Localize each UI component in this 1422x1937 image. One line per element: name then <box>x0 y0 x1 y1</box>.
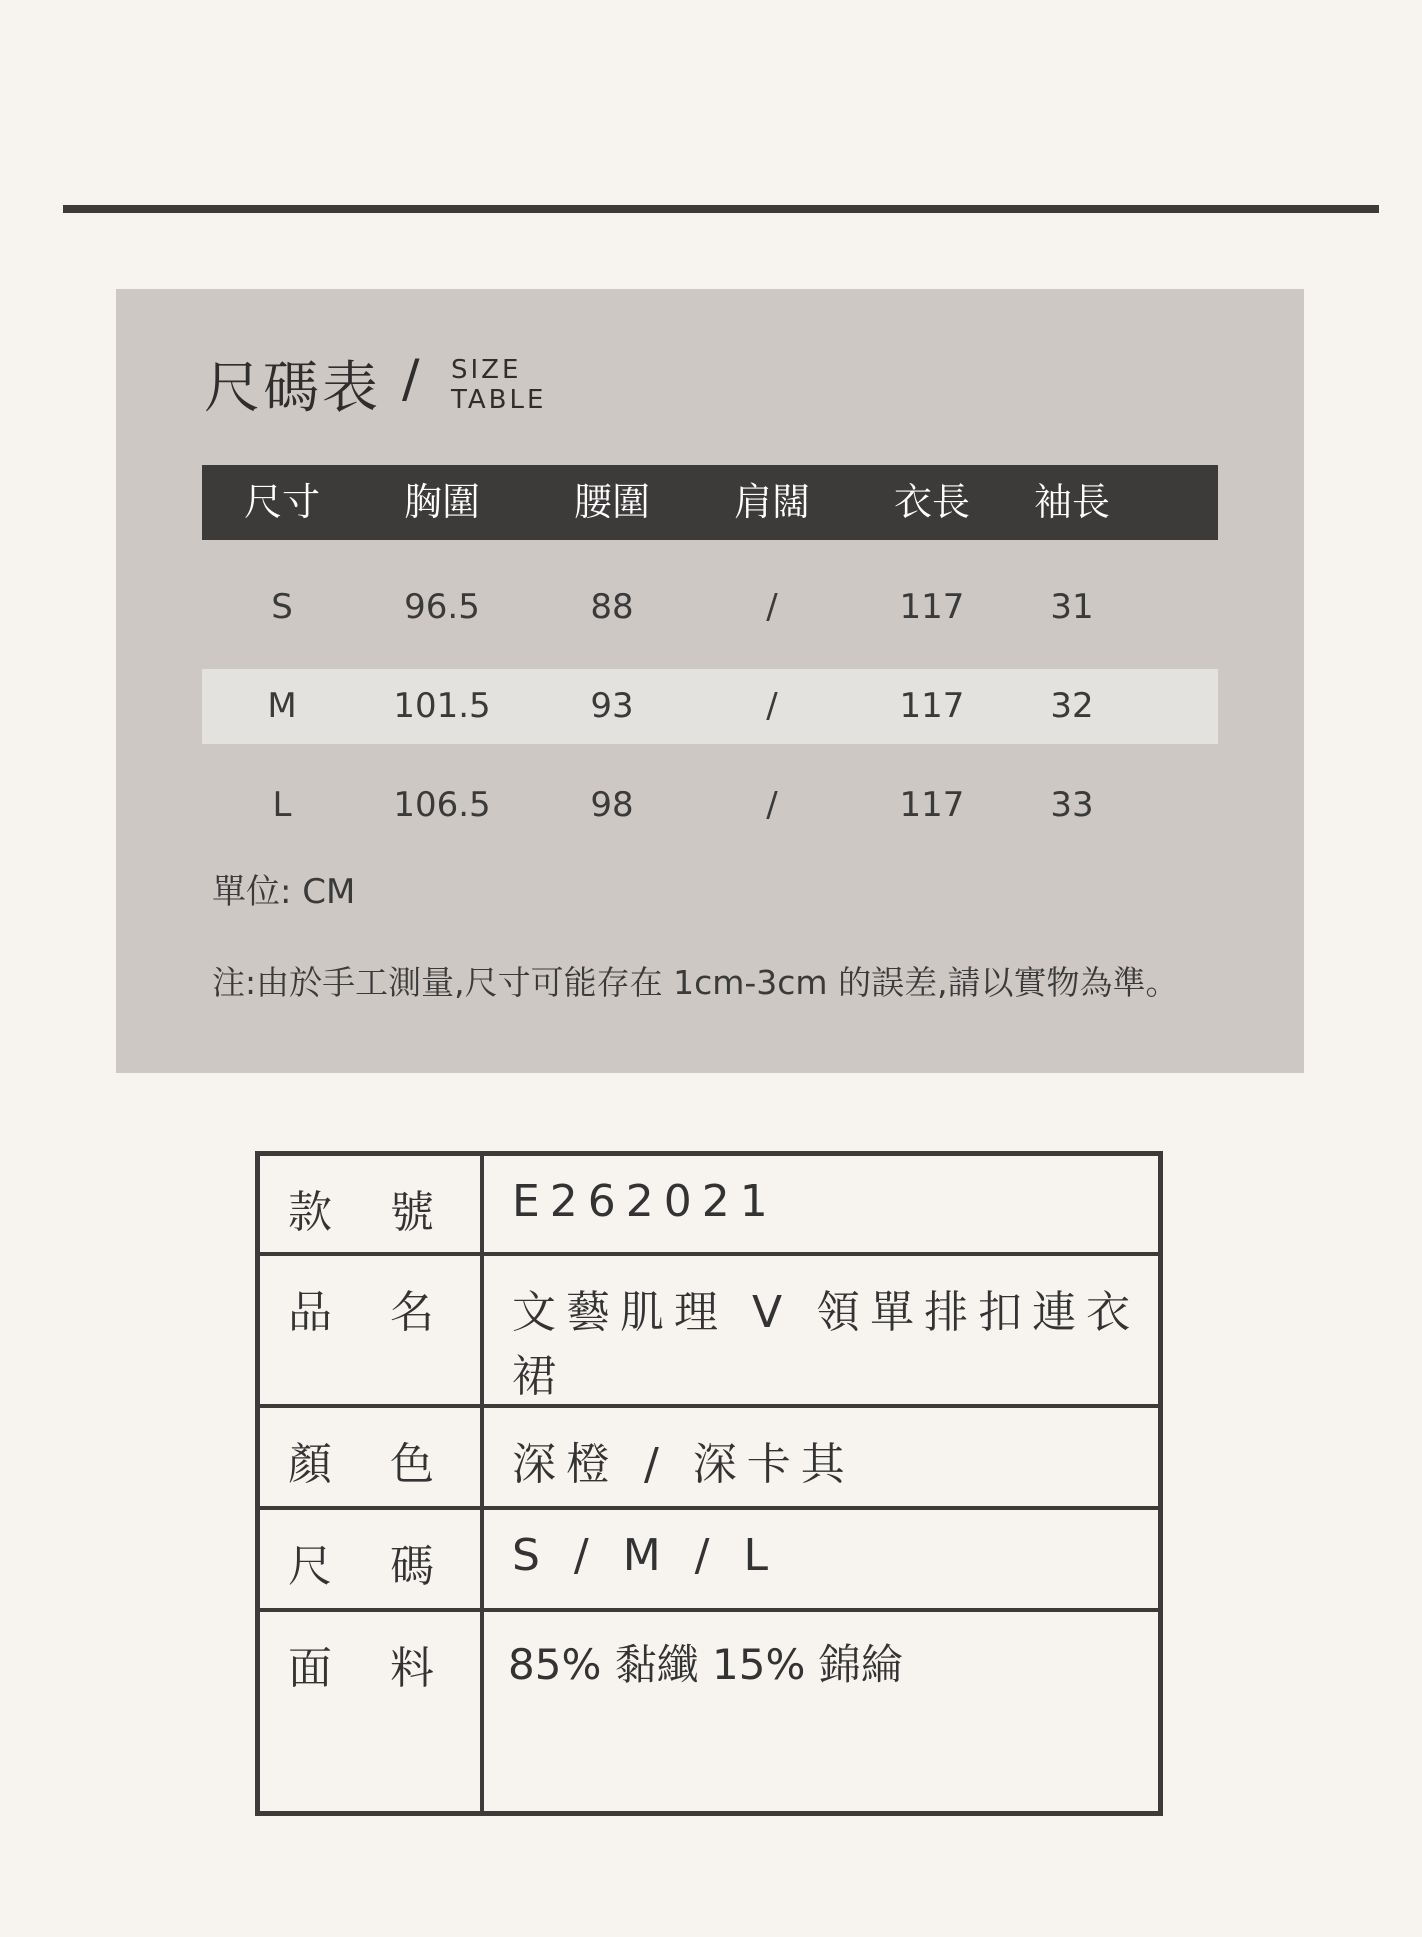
top-divider <box>63 205 1379 213</box>
info-row-style-number <box>258 1154 1161 1254</box>
title-slash: / <box>402 349 420 409</box>
sizes-value: S / M / L <box>482 1508 1161 1610</box>
size-table-header <box>202 465 1218 540</box>
info-label <box>258 1508 483 1610</box>
cell-length: 117 <box>899 785 965 825</box>
unit-label: 單位: CM <box>212 872 356 912</box>
fabric-value: 85% 黏纖 15% 錦綸 <box>482 1610 1161 1814</box>
cell-size: S <box>271 587 293 627</box>
info-row-sizes <box>258 1508 1161 1610</box>
size-chart-title-en <box>451 355 546 415</box>
size-table <box>202 465 1218 843</box>
header-waist: 腰圍 <box>573 480 650 524</box>
cell-length: 117 <box>899 686 965 726</box>
label-char: 面 <box>288 1642 332 1694</box>
cell-waist: 93 <box>590 686 634 726</box>
measurement-note: 注:由於手工測量,尺寸可能存在 1cm-3cm 的誤差,請以實物為準。 <box>212 963 1179 1002</box>
cell-shoulder: / <box>766 587 778 627</box>
info-row-fabric <box>258 1610 1161 1814</box>
title-en-line1: SIZE <box>451 355 522 385</box>
header-length: 衣長 <box>893 480 970 524</box>
style-number-value: E262021 <box>482 1154 1161 1254</box>
cell-size: L <box>272 785 292 825</box>
info-label <box>258 1154 483 1254</box>
label-char: 號 <box>390 1187 434 1238</box>
label-char: 款 <box>288 1187 332 1238</box>
size-chart-title: 尺碼表 <box>204 356 381 421</box>
table-row <box>202 570 1218 645</box>
header-size: 尺寸 <box>243 480 320 524</box>
label-char: 顏 <box>288 1438 332 1490</box>
info-row-product-name <box>258 1254 1161 1406</box>
cell-sleeve: 33 <box>1050 785 1094 825</box>
label-char: 名 <box>390 1286 434 1338</box>
label-char: 碼 <box>390 1540 434 1592</box>
table-row <box>202 768 1218 843</box>
info-label <box>258 1254 483 1406</box>
cell-chest: 106.5 <box>393 785 491 825</box>
cell-chest: 96.5 <box>404 587 480 627</box>
cell-chest: 101.5 <box>393 686 491 726</box>
header-sleeve: 袖長 <box>1033 480 1110 524</box>
cell-waist: 88 <box>590 587 634 627</box>
color-value: 深橙 / 深卡其 <box>482 1406 1161 1508</box>
cell-size: M <box>267 686 297 726</box>
header-shoulder: 肩闊 <box>733 480 810 524</box>
cell-sleeve: 31 <box>1050 587 1094 627</box>
cell-sleeve: 32 <box>1050 686 1094 726</box>
table-row <box>202 669 1218 744</box>
title-en-line2: TABLE <box>451 385 547 415</box>
info-row-color <box>258 1406 1161 1508</box>
info-label <box>258 1610 483 1814</box>
product-name-value: 文藝肌理 V 領單排扣連衣裙 <box>482 1254 1161 1406</box>
cell-waist: 98 <box>590 785 634 825</box>
label-char: 尺 <box>288 1540 332 1592</box>
cell-shoulder: / <box>766 785 778 825</box>
label-char: 色 <box>390 1438 434 1490</box>
info-label <box>258 1406 483 1508</box>
label-char: 品 <box>288 1286 332 1338</box>
size-chart-panel <box>116 289 1304 1073</box>
cell-shoulder: / <box>766 686 778 726</box>
header-chest: 胸圍 <box>403 480 480 524</box>
label-char: 料 <box>390 1642 434 1694</box>
cell-length: 117 <box>899 587 965 627</box>
product-info-table <box>255 1151 1163 1816</box>
